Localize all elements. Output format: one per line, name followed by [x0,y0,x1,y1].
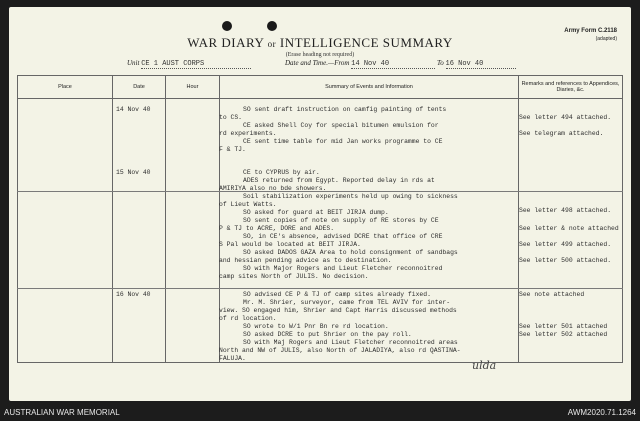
entry-line: of Lieut Watts. [219,201,277,208]
entry-date: 16 Nov 40 [116,291,151,298]
title-or: or [267,39,277,49]
entry-line: and hessian pending advice as to destination. [219,257,392,264]
col-remarks [519,76,623,99]
col-place: Place [18,76,113,99]
diary-entries [17,98,623,363]
entry-line: ADES returned from Egypt. Reported delay in rds at [243,177,435,184]
punch-hole [267,21,277,31]
entry-line: SO sent copies of note on supply of RE stores by CE [243,217,439,224]
col-hour: Hour [166,76,220,99]
entry-line: camp sites North of JULIS. No decision. [219,273,369,280]
entry-line: F & TJ. [219,146,246,153]
date-range-line [285,59,516,69]
entry-line: S Pal would be located at BEIT JIRJA. [219,241,361,248]
entry-line: Soil stabilization experiments held up owing to sickness [243,193,458,200]
entry-line: SO advised CE P & TJ of camp sites already fixed. [243,291,431,298]
col-remarks-label: Remarks and references to Appendices, Diaries, &c. [521,81,620,93]
entry-line: rd experiments. [219,130,277,137]
army-form-label [564,27,617,43]
title-intelligence-summary: INTELLIGENCE SUMMARY [279,35,453,50]
entry-line: CE to CYPRUS by air. [243,169,320,176]
entry-remark: See letter 498 attached. [519,207,612,214]
unit-value: CE 1 AUST CORPS [141,60,251,69]
entry-remark: See letter 500 attached. [519,257,612,264]
date-from-value: 14 Nov 40 [351,60,435,69]
entry-line: FALUJA. [219,355,246,362]
footer-accession: AWM2020.71.1264 [567,408,636,417]
entry-line: SO sent draft instruction on camfig painting of tents [243,106,447,113]
punch-hole [222,21,232,31]
entry-line: CE sent time table for mid Jan works programme to CE [243,138,443,145]
entry-line: SO with Major Rogers and Lieut Fletcher reconnoitred [243,265,443,272]
title-war-diary: WAR DIARY [187,35,264,50]
entry-line: SO asked for guard at BEIT JIRJA dump. [243,209,389,216]
entry-line: AMIRIYA also no bde showers. [219,185,327,192]
entry-line: of rd location. [219,315,277,322]
entry-line: SO, in CE's absence, advised DCRE that office of CRE [243,233,443,240]
army-form-number: Army Form C.2118 [564,28,617,34]
entry-date: 15 Nov 40 [116,169,151,176]
date-to-label: To [437,59,444,67]
entry-divider [17,288,623,289]
form-subtitle: (Erase heading not required) [285,52,355,58]
entry-line: P & TJ to ACRE, DORE and ADES. [219,225,335,232]
entry-line: SO wrote to W/1 Pnr Bn re rd location. [243,323,389,330]
col-summary: Summary of Events and Information [220,76,519,99]
entry-remark: See note attached [519,291,585,298]
unit-label: Unit [127,59,140,67]
unit-line [127,59,251,69]
entry-remark: See letter 499 attached. [519,241,612,248]
entry-line: to CS. [219,114,243,121]
form-title [9,35,631,51]
entry-line: Mr. M. Shrier, surveyor, came from TEL AVIV for inter- [243,299,451,306]
date-from-label: Date and Time.—From [285,59,350,67]
entry-line: North and NW of JULIS, also North of JALADIYA, also rd QASTINA- [219,347,461,354]
entry-remark: See letter 501 attached [519,323,608,330]
entry-line: view. SO engaged him, Shrier and Capt Harris discussed methods [219,307,457,314]
entry-remark: See letter & note attached [519,225,619,232]
entry-remark: See letter 502 attached [519,331,608,338]
entry-line: SO asked DCRE to put Shrier on the pay roll. [243,331,412,338]
signature: ulda [472,359,497,372]
entry-date: 14 Nov 40 [116,106,151,113]
entry-remark: See letter 494 attached. [519,114,612,121]
entry-line: CE asked Shell Coy for special bitumen emulsion for [243,122,439,129]
army-form-adapted: (adapted) [595,36,617,42]
entry-remark: See telegram attached. [519,130,604,137]
entry-line: SO with Maj Rogers and Lieut Fletcher reconnoitred areas [243,339,458,346]
col-date: Date [113,76,166,99]
entry-line: SO asked DADOS GAZA Area to hold consignment of sandbags [243,249,458,256]
diary-sheet [9,7,631,401]
footer-source: AUSTRALIAN WAR MEMORIAL [4,408,120,417]
date-to-value: 16 Nov 40 [446,60,516,69]
